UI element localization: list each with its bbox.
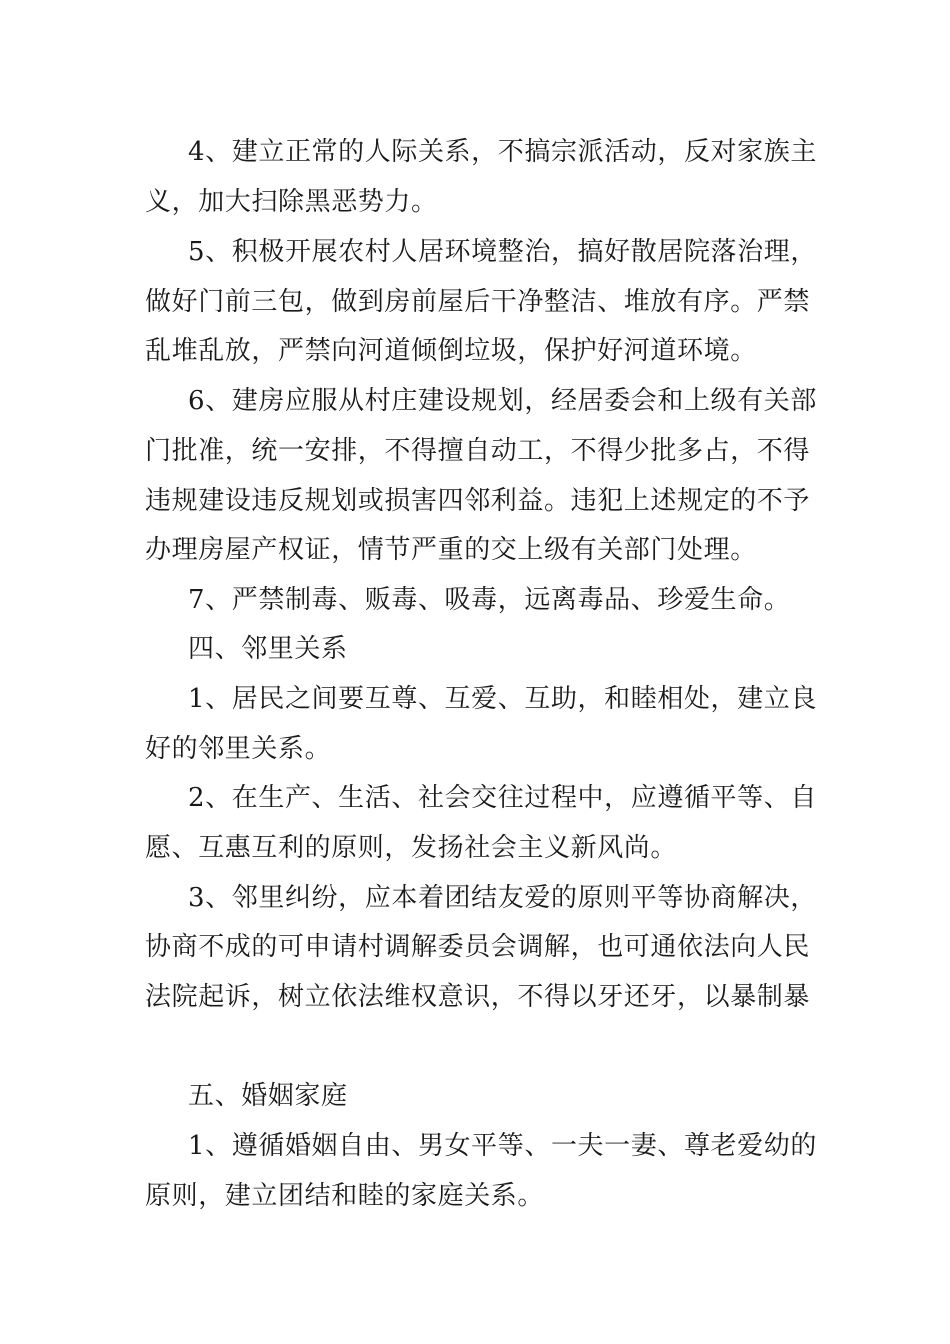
paragraph-line: 1、遵循婚姻自由、男女平等、一夫一妻、尊老爱幼的 bbox=[188, 1131, 817, 1161]
section-heading: 五、婚姻家庭 bbox=[188, 1081, 348, 1111]
paragraph-line: 协商不成的可申请村调解委员会调解，也可通依法向人民 bbox=[145, 932, 811, 962]
paragraph-line: 违规建设违反规划或损害四邻利益。违犯上述规定的不予 bbox=[145, 486, 811, 516]
section-heading: 四、邻里关系 bbox=[188, 634, 348, 664]
paragraph-line: 办理房屋产权证，情节严重的交上级有关部门处理。 bbox=[145, 535, 757, 565]
paragraph-line: 法院起诉，树立依法维权意识，不得以牙还牙，以暴制暴 bbox=[145, 982, 811, 1012]
paragraph-line: 5、积极开展农村人居环境整治，搞好散居院落治理， bbox=[188, 237, 817, 267]
paragraph-line: 6、建房应服从村庄建设规划，经居委会和上级有关部 bbox=[188, 386, 817, 416]
paragraph-line: 做好门前三包，做到房前屋后干净整洁、堆放有序。严禁 bbox=[145, 287, 811, 317]
paragraph-line: 1、居民之间要互尊、互爱、互助，和睦相处，建立良 bbox=[188, 684, 817, 714]
paragraph-line: 门批准，统一安排，不得擅自动工，不得少批多占，不得 bbox=[145, 436, 811, 466]
paragraph-line: 7、严禁制毒、贩毒、吸毒，远离毒品、珍爱生命。 bbox=[188, 585, 791, 615]
paragraph-line: 好的邻里关系。 bbox=[145, 734, 332, 764]
paragraph-line: 原则，建立团结和睦的家庭关系。 bbox=[145, 1181, 545, 1211]
paragraph-line: 义，加大扫除黑恶势力。 bbox=[145, 187, 438, 217]
paragraph-line: 愿、互惠互利的原则，发扬社会主义新风尚。 bbox=[145, 833, 678, 863]
paragraph-line: 3、邻里纠纷，应本着团结友爱的原则平等协商解决， bbox=[188, 883, 817, 913]
paragraph-line: 2、在生产、生活、社会交往过程中，应遵循平等、自 bbox=[188, 783, 817, 813]
paragraph-line: 4、建立正常的人际关系，不搞宗派活动，反对家族主 bbox=[188, 137, 817, 167]
paragraph-line: 乱堆乱放，严禁向河道倾倒垃圾，保护好河道环境。 bbox=[145, 336, 757, 366]
